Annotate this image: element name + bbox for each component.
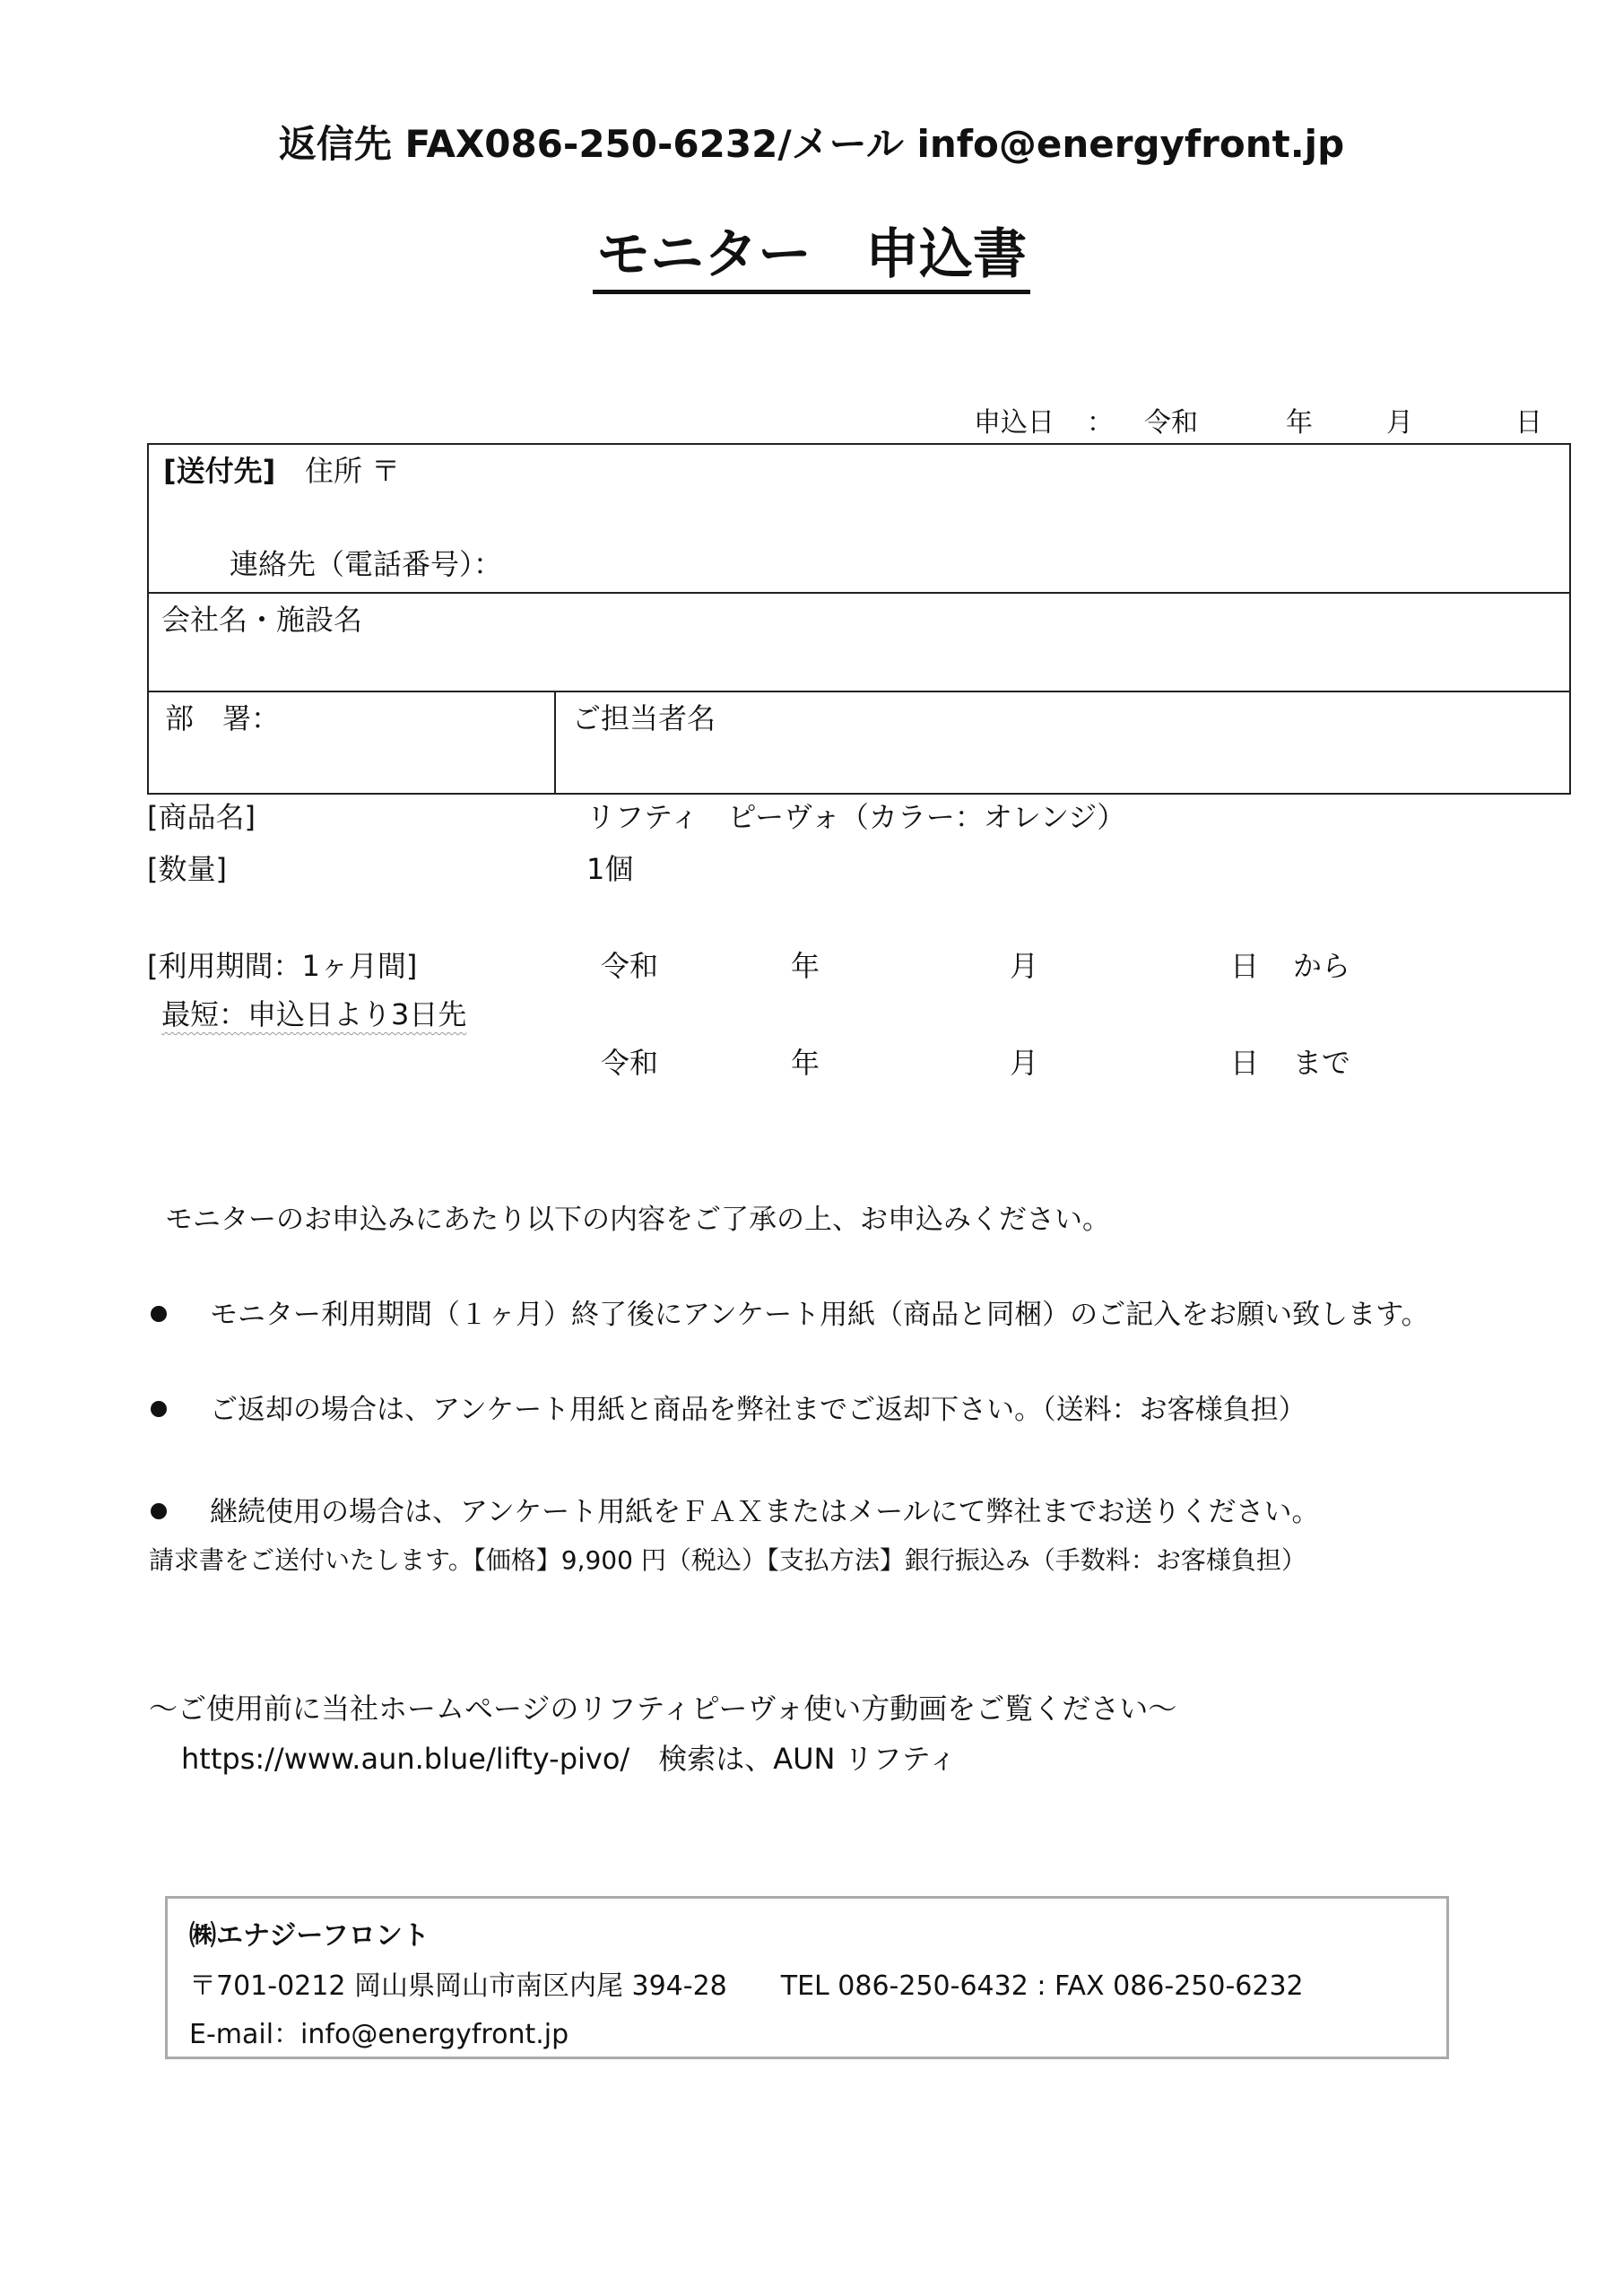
reply-address-line: 返信先 FAX086-250-6232/メール info@energyfront.jp xyxy=(278,122,1345,166)
period-from-year: 年 xyxy=(791,949,820,983)
date-day: 日 xyxy=(1515,407,1542,439)
contact-phone-label[interactable]: 連絡先（電話番号）： xyxy=(230,547,503,581)
page-title xyxy=(0,212,1623,289)
period-to-year: 年 xyxy=(791,1046,820,1080)
note-text: ご返却の場合は、アンケート用紙と商品を弊社までご返却下さい。（送料：お客様負担） xyxy=(210,1394,1306,1426)
date-era: 令和 xyxy=(1144,407,1198,439)
date-year: 年 xyxy=(1286,407,1313,439)
period-to-suffix: まで xyxy=(1293,1046,1351,1080)
company-facility-label[interactable]: 会社名・施設名 xyxy=(161,603,363,637)
period-from-era: 令和 xyxy=(601,949,659,983)
company-name: ㈱エナジーフロント xyxy=(189,1920,430,1952)
bullet-icon xyxy=(151,1503,167,1519)
invoice-note: 請求書をご送付いたします。【価格】9,900 円（税込）【支払方法】銀行振込み（手数料：お客様負担） xyxy=(149,1545,1306,1575)
bullet-icon xyxy=(151,1306,167,1322)
contact-person-label[interactable]: ご担当者名 xyxy=(572,701,716,735)
note-bullet-item xyxy=(151,1387,1306,1427)
video-notice: ～ご使用前に当社ホームページのリフティピーヴォ使い方動画をご覧ください～ xyxy=(149,1692,1177,1726)
usage-period-label: [利用期間：1ヶ月間] xyxy=(147,949,418,983)
minimum-lead-note: 最短：申込日より3日先 xyxy=(161,997,467,1031)
quantity-value: 1個 xyxy=(586,852,634,886)
address-label[interactable]: 住所 〒 xyxy=(305,454,401,488)
note-text: 継続使用の場合は、アンケート用紙をＦＡＸまたはメールにて弊社までお送りください。 xyxy=(210,1496,1320,1528)
send-to-label: [送付先] xyxy=(163,454,276,488)
period-from-day: 日 xyxy=(1230,949,1260,983)
row-divider xyxy=(149,592,1569,594)
note-text: モニター利用期間（１ヶ月）終了後にアンケート用紙（商品と同梱）のご記入をお願い致します。 xyxy=(210,1299,1429,1331)
title-text: モニター 申込書 xyxy=(593,223,1030,294)
note-bullet-item xyxy=(151,1292,1429,1332)
company-info-box xyxy=(165,1896,1449,2059)
row-divider xyxy=(149,691,1569,692)
company-address-phone: 〒701-0212 岡山県岡山市南区内尾 394-28 TEL 086-250-6432 : FAX 086-250-6232 xyxy=(189,1970,1304,2002)
period-from-suffix: から xyxy=(1293,949,1351,983)
notes-intro: モニターのお申込みにあたり以下の内容をご了承の上、お申込みください。 xyxy=(165,1204,1110,1236)
period-from-month: 月 xyxy=(1010,949,1039,983)
department-label[interactable]: 部 署： xyxy=(165,701,281,735)
period-to-era: 令和 xyxy=(601,1046,659,1080)
date-colon: ： xyxy=(1087,407,1114,439)
product-name-value: リフティ ピーヴォ（カラー：オレンジ） xyxy=(586,800,1126,834)
company-email[interactable]: E-mail：info@energyfront.jp xyxy=(189,2019,569,2050)
date-month: 月 xyxy=(1386,407,1413,439)
video-url-line[interactable]: https://www.aun.blue/lifty-pivo/ 検索は、AUN リフティ xyxy=(181,1742,958,1776)
quantity-label: [数量] xyxy=(147,852,227,886)
bullet-icon xyxy=(151,1401,167,1417)
date-label: 申込日 xyxy=(974,407,1055,439)
period-to-month: 月 xyxy=(1010,1046,1039,1080)
product-name-label: [商品名] xyxy=(147,800,256,834)
application-form-table xyxy=(147,443,1571,795)
column-divider xyxy=(554,691,556,795)
period-to-day: 日 xyxy=(1230,1046,1260,1080)
note-bullet-item xyxy=(151,1489,1320,1529)
